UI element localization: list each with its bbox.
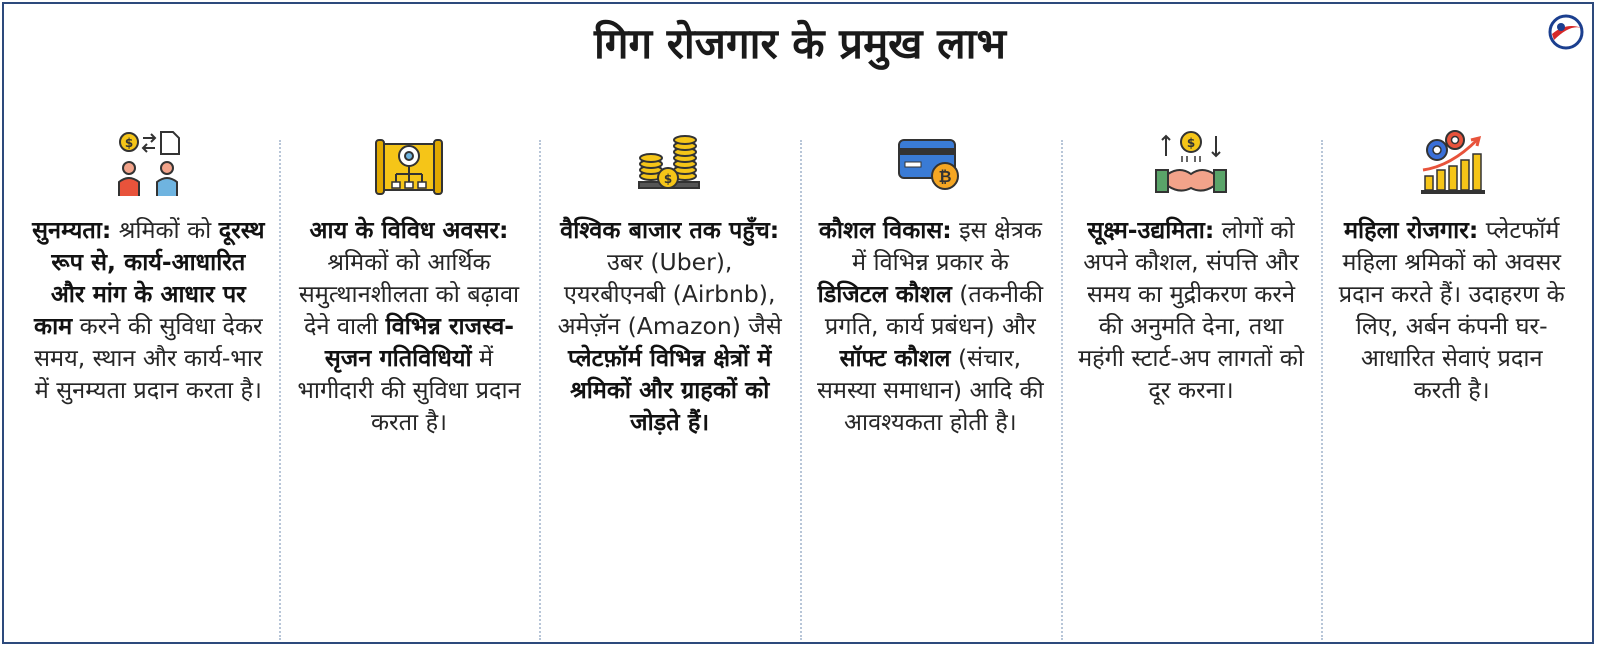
benefit-highlight: दूरस्थ रूप से, कार्य-आधारित और मांग के आधार पर काम: [34, 216, 265, 340]
benefit-text: [1075, 214, 1308, 406]
benefit-micro-entrepreneurship: [1061, 120, 1322, 640]
benefit-diverse-income: [279, 120, 540, 640]
benefit-highlight: डिजिटल कौशल: [817, 280, 952, 308]
workers-exchange-icon: [111, 126, 185, 200]
benefit-skill-development: [800, 120, 1061, 640]
benefit-body: लोगों को अपने कौशल, संपत्ति और समय का मुद्रीकरण करने की अनुमति देना, तथा महंगी स्टार्ट-अप लागतों को दूर करना।: [1078, 216, 1304, 404]
brand-logo-icon: [1546, 12, 1586, 52]
benefit-heading: महिला रोजगार:: [1343, 216, 1479, 244]
coin-stacks-icon: [633, 126, 707, 200]
benefit-text: [814, 214, 1047, 438]
benefit-body: इस क्षेत्रक में विभिन्न प्रकार के: [851, 216, 1042, 276]
svg-text:$: $: [1186, 136, 1196, 150]
benefit-body: में भागीदारी की सुविधा प्रदान करता है।: [297, 344, 521, 436]
benefit-body: उबर (Uber), एयरबीएनबी (Airbnb), अमेज़ॅन (Amazon) जैसे: [557, 248, 782, 340]
benefit-body: श्रमिकों को: [111, 216, 219, 244]
benefit-heading: सूक्ष्म-उद्यमिता:: [1087, 216, 1215, 244]
svg-text:$: $: [663, 172, 672, 186]
benefit-text: [1335, 214, 1568, 406]
benefit-text: [32, 214, 265, 406]
benefit-heading: आय के विविध अवसर:: [309, 216, 509, 244]
benefits-columns: [18, 120, 1582, 640]
svg-text:₿: ₿: [938, 167, 952, 186]
benefit-highlight: विभिन्न राजस्व-सृजन गतिविधियों: [324, 312, 515, 372]
benefit-women-employment: [1321, 120, 1582, 640]
benefit-body: प्लेटफॉर्म महिला श्रमिकों को अवसर प्रदान करते हैं। उदाहरण के लिए, अर्बन कंपनी घर-आधारित सेवाएं प्रदान करती है।: [1338, 216, 1565, 404]
benefit-highlight: सॉफ्ट कौशल: [839, 344, 951, 372]
benefit-text: [553, 214, 786, 438]
benefit-heading: कौशल विकास:: [818, 216, 952, 244]
benefit-heading: सुनम्यता:: [32, 216, 112, 244]
benefit-text: [293, 214, 526, 438]
bitcoin-card-icon: [893, 126, 967, 200]
benefit-body: (संचार, समस्या समाधान) आदि की आवश्यकता होती है।: [817, 344, 1044, 436]
svg-text:$: $: [125, 136, 134, 150]
page-title: गिग रोजगार के प्रमुख लाभ: [593, 19, 1007, 68]
blueprint-gear-icon: [372, 126, 446, 200]
benefit-body: श्रमिकों को आर्थिक समुत्थानशीलता को बढ़ावा देने वाली: [298, 248, 520, 340]
benefit-global-market: [539, 120, 800, 640]
benefit-highlight: प्लेटफ़ॉर्म विभिन्न क्षेत्रों में श्रमिकों और ग्राहकों को जोड़ते हैं।: [568, 344, 772, 436]
benefit-body: करने की सुविधा देकर समय, स्थान और कार्य-भार में सुनम्यता प्रदान करता है।: [34, 312, 263, 404]
handshake-coin-icon: [1154, 126, 1228, 200]
growth-chart-gears-icon: [1415, 126, 1489, 200]
benefit-flexibility: [18, 120, 279, 640]
benefit-body: (तकनीकी प्रगति, कार्य प्रबंधन) और: [824, 280, 1044, 340]
benefit-heading: वैश्विक बाजार तक पहुँच:: [560, 216, 780, 244]
